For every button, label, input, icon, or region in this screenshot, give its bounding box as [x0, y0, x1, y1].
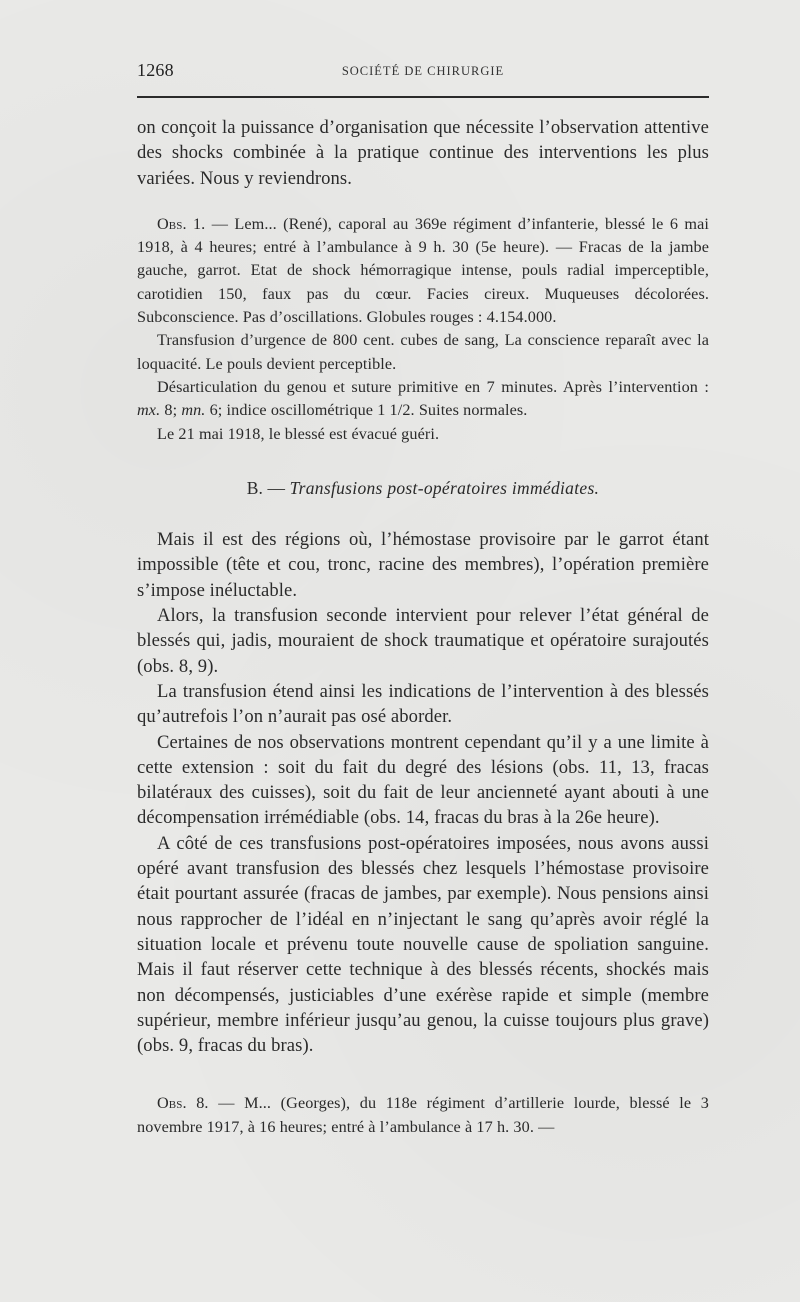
- obs1-paragraph: [137, 213, 709, 329]
- section-b-title: Transfusions post-opératoires immédiates.: [289, 477, 600, 498]
- obs1-mn-value: 6; indice oscillométrique 1 1/2. Suites normales.: [205, 401, 528, 420]
- spacer: [137, 1058, 709, 1092]
- document-page: [137, 58, 709, 1136]
- section-b-label: B. —: [246, 477, 290, 498]
- running-header: [137, 58, 709, 88]
- section-b-paragraph-5: A côté de ces transfusions post-opératoires imposées, nous avons aussi opéré avant transfusion des blessés chez lesquels l’hémostase provisoire était pourtant assurée (fracas de jambes, par exemple). Nous pensions ainsi nous rapprocher de l’idéal en n’injectant le sang qu’après avoir réglé la situation locale et prévenu toute nouvelle cause de spoliation sanguine. Mais il faut réserver cette technique à des blessés récents, shockés mais non décompensés, justiciables d’une exérèse rapide et simple (membre supérieur, membre inférieur jusqu’au genou, la cuisse toujours plus grave) (obs. 9, fracas du bras).: [137, 832, 709, 1057]
- section-b-paragraph-2: Alors, la transfusion seconde intervient pour relever l’état général de blessés qui, jadis, mouraient de shock traumatique et opératoire surajoutés (obs. 8, 9).: [137, 605, 709, 677]
- obs1-operation: [137, 376, 709, 423]
- obs8-dash: —: [208, 1094, 245, 1113]
- obs1-operation-text: Désarticulation du genou et suture primitive en 7 minutes. Après l’intervention :: [157, 377, 709, 396]
- spacer: [137, 191, 709, 213]
- obs8-paragraph: [137, 1092, 709, 1139]
- journal-title: SOCIÉTÉ DE CHIRURGIE: [341, 64, 505, 78]
- header-rule: [137, 96, 709, 98]
- section-b-paragraph-4: Certaines de nos observations montrent cependant qu’il y a une limite à cette extension : soit du fait du degré des lésions (obs. 11, 13, fracas bilatéraux des cuisses), soit du fait de leur ancienneté ayant abouti à une décompensation irrémédiable (obs. 14, fracas du bras à la 26e heure).: [137, 731, 709, 829]
- obs1-transfusion: Transfusion d’urgence de 800 cent. cubes de sang, La conscience reparaît avec la loquacité. Le pouls devient perceptible.: [137, 331, 709, 373]
- obs8-text: M... (Georges), du 118e régiment d’artillerie lourde, blessé le 3 novembre 1917, à 16 heures; entré à l’ambulance à 17 h. 30. —: [137, 1094, 709, 1136]
- section-heading-b: [137, 476, 709, 501]
- section-b-paragraph-3: La transfusion étend ainsi les indications de l’intervention à des blessés qu’autrefois l’on n’aurait pas osé aborder.: [137, 680, 709, 728]
- observation-8: [137, 1092, 709, 1139]
- obs1-outcome: Le 21 mai 1918, le blessé est évacué guéri.: [157, 424, 440, 443]
- obs8-label: Obs. 8.: [157, 1094, 209, 1113]
- obs1-label: Obs. 1.: [157, 214, 206, 233]
- obs1-mn: mn.: [181, 401, 206, 420]
- obs1-text: Lem... (René), caporal au 369e régiment d’infanterie, blessé le 6 mai 1918, à 4 heures; entré à l’ambulance à 9 h. 30 (5e heure). — Fracas de la jambe gauche, garrot. Etat de shock hémorragique intense, pouls radial imperceptible, carotidien 150, faux pas du cœur. Facies cireux. Muqueuses décolorées. Subconscience. Pas d’oscillations. Globules rouges : 4.154.000.: [137, 214, 709, 327]
- obs1-dash: —: [205, 214, 235, 233]
- observation-1: [137, 213, 709, 446]
- section-b-paragraph-1: Mais il est des régions où, l’hémostase provisoire par le garrot étant impossible (tête et cou, tronc, racine des membres), l’opération première s’impose inéluctable.: [137, 529, 709, 601]
- obs1-mx-value: 8;: [160, 401, 182, 420]
- body-text: [137, 115, 709, 1139]
- obs1-mx: mx.: [137, 401, 161, 420]
- intro-paragraph: on conçoit la puissance d’organisation que nécessite l’observation attentive des shocks combinée à la pratique continue des interventions les plus variées. Nous y reviendrons.: [137, 117, 709, 189]
- page-number: 1268: [137, 60, 174, 80]
